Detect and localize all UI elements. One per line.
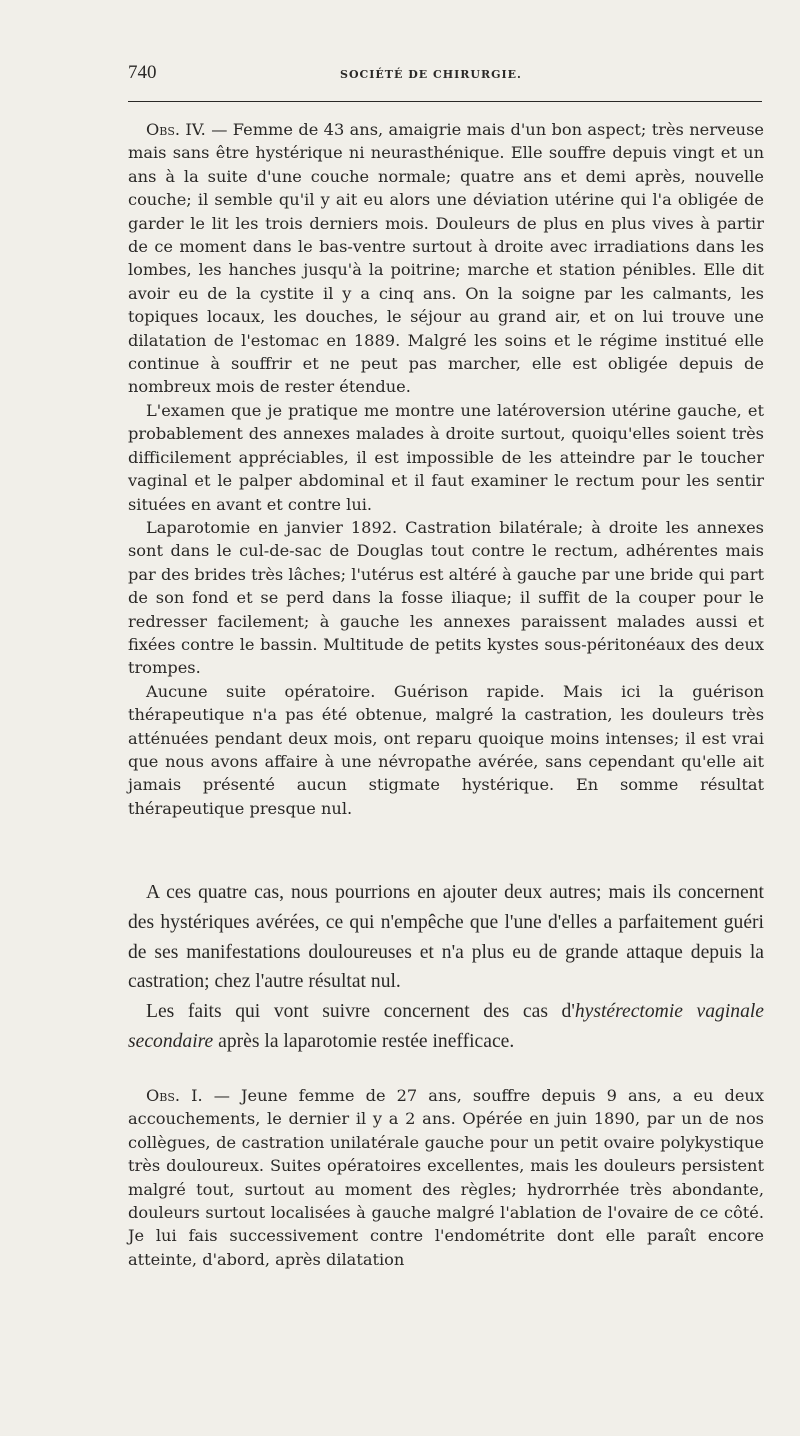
- obs-iv-paragraph-4: Aucune suite opératoire. Guérison rapide. Mais ici la guérison thérapeutique n'a pas été obtenue, malgré la castration, les douleurs très atténuées pendant deux mois, ont reparu quoique moins intenses; il est vrai que nous avons affaire à une névropathe avérée, sans cependant qu'elle ait jamais présenté aucun stigmate hystérique. En somme résultat thérapeutique presque nul.: [128, 681, 764, 818]
- observation-iv: [128, 118, 764, 820]
- obs-iv-paragraph-1: [128, 118, 764, 399]
- running-title: SOCIÉTÉ DE CHIRURGIE.: [340, 68, 522, 81]
- page-header: [128, 62, 762, 92]
- obs-i-label: Obs. I.: [146, 1086, 203, 1105]
- obs-iv-paragraph-2: L'examen que je pratique me montre une latéroversion utérine gauche, et probablement des annexes malades à droite surtout, quoiqu'elles soient très difficilement appréciables, il est impossible de les atteindre par le toucher vaginal et le palper abdominal et il faut examiner le rectum pour les sentir situées en avant et contre lui.: [128, 400, 764, 514]
- obs-i-text: — Jeune femme de 27 ans, souffre depuis 9 ans, a eu deux accouchements, le dernier il y a 2 ans. Opérée en juin 1890, par un de nos collègues, de castration unilatérale gauche pour un petit ovaire polykystique très douloureux. Suites opératoires excellentes, mais les douleurs persistent malgré tout, surtout au moment des règles; hydrorrhée très abondante, douleurs surtout localisées à gauche malgré l'ablation de l'ovaire de ce côté. Je lui fais successivement contre l'endométrite dont elle paraît encore atteinte, d'abord, après dilatation: [128, 1086, 764, 1269]
- main-paragraph-1: A ces quatre cas, nous pourrions en ajouter deux autres; mais ils concernent des hystériques avérées, ce qui n'empêche que l'une d'elles a parfaitement guéri de ses manifestations douloureuses et n'a plus eu de grande attaque depuis la castration; chez l'autre résultat nul.: [128, 882, 764, 993]
- page-number: 740: [128, 62, 157, 83]
- obs-i-paragraph: [128, 1084, 764, 1271]
- main-paragraph-2-italic: hystérectomie vaginale secondaire: [128, 1001, 765, 1052]
- header-rule: [128, 101, 762, 102]
- obs-iv-label: Obs. IV.: [146, 120, 206, 139]
- main-text: [128, 878, 764, 1057]
- obs-iv-paragraph-3: Laparotomie en janvier 1892. Castration bilatérale; à droite les annexes sont dans le cul-de-sac de Douglas tout contre le rectum, adhérentes mais par des brides très lâches; l'utérus est altéré à gauche par une bride qui part de son fond et se perd dans la fosse iliaque; il suffit de la couper pour le redresser facilement; à gauche les annexes paraissent malades aussi et fixées contre le bassin. Multitude de petits kystes sous-péritonéaux des deux trompes.: [128, 517, 764, 678]
- observation-i: [128, 1084, 764, 1271]
- main-paragraph-2-end: après la laparotomie restée inefficace.: [213, 1030, 515, 1052]
- main-paragraph-2: [128, 997, 764, 1057]
- main-paragraph-2-start: Les faits qui vont suivre concernent des cas d': [146, 1001, 575, 1023]
- obs-iv-text-1: — Femme de 43 ans, amaigrie mais d'un bon aspect; très nerveuse mais sans être hystérique ni neurasthénique. Elle souffre depuis vingt et un ans à la suite d'une couche normale; quatre ans et demi après, nouvelle couche; il semble qu'il y ait eu alors une déviation utérine qui l'a obligée de garder le lit les trois derniers mois. Douleurs de plus en plus vives à partir de ce moment dans le bas-ventre surtout à droite avec irradiations dans les lombes, les hanches jusqu'à la poitrine; marche et station pénibles. Elle dit avoir eu de la cystite il y a cinq ans. On la soigne par les calmants, les topiques locaux, les douches, le séjour au grand air, et on lui trouve une dilatation de l'estomac en 1889. Malgré les soins et le régime institué elle continue à souffrir et ne peut pas marcher, elle est obligée depuis de nombreux mois de rester étendue.: [128, 120, 764, 397]
